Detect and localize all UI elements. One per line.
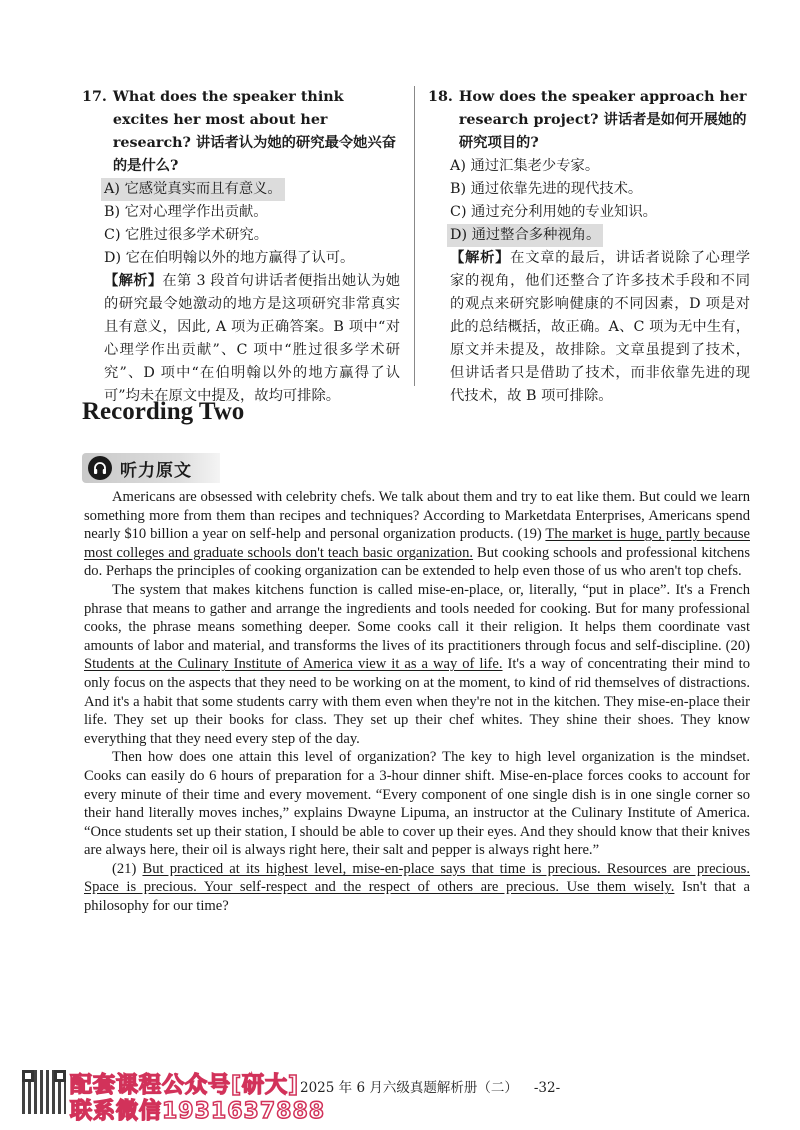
text-run: The system that makes kitchens function is called mise-en-place, or, literally, “put in place”. It's a French phrase that means to gather and arrange the ingredients and tools needed for cooking. But for many professional cooks, the phrase means something deeper. Some cooks call it their religion. It helps them coordinate vast amounts of labor and material, and transforms the lives of its practitioners through focus and self-discipline. (20) <box>84 581 750 654</box>
promo-line-2: 联系微信1931637888 <box>70 1099 326 1124</box>
option-d-highlighted: D) 通过整合多种视角。 <box>447 224 603 247</box>
question-18 <box>428 86 750 408</box>
underlined-answer-21: But practiced at its highest level, mise-en-place says that time is precious. Resources are precious. Space is precious. Your self-respect and the respect of others are precious. Use them wisely. <box>84 860 751 896</box>
text-run: It's a way of concentrating their mind to only focus on the aspects that they need to be working on at the moment, to kind of rid themselves of distractions. And it's a habit that some students carry with them even when they're not in the kitchen. They mise-en-place their life. They set up their books for class. They set up their chef whites. They shine their shoes. They know everything that they need every step of the day. <box>84 656 750 747</box>
question-17-heading <box>82 86 400 178</box>
paragraph-4 <box>84 860 750 916</box>
page-number: -32- <box>533 1080 561 1096</box>
text-run: (21) <box>112 860 143 877</box>
explanation-tag: 【解析】 <box>450 250 511 266</box>
question-17 <box>82 86 400 408</box>
transcript-passage <box>84 488 750 916</box>
text-run: Isn't that a philosophy for our time? <box>84 879 750 915</box>
column-divider <box>414 86 415 386</box>
option-a-highlighted: A) 它感觉真实而且有意义。 <box>101 178 285 201</box>
option-b: B) 它对心理学作出贡献。 <box>104 204 268 220</box>
explanation <box>104 270 400 408</box>
paragraph-2 <box>84 581 750 748</box>
question-18-heading <box>428 86 750 155</box>
promo-line-1: 配套课程公众号[研大] <box>70 1073 300 1098</box>
explanation-tag: 【解析】 <box>104 273 163 289</box>
question-text: What does the speaker think excites her most about her research? 讲话者认为她的研究最令她兴奋的是什么? <box>112 89 397 174</box>
text-run: But cooking schools and professional kitchens do. Perhaps the principles of cooking organization can be extended to help even those of us who aren't top chefs. <box>84 544 750 580</box>
option-c: C) 通过充分利用她的专业知识。 <box>450 204 657 220</box>
page-footer <box>18 1064 578 1122</box>
qr-code-icon <box>22 1070 66 1114</box>
question-text: How does the speaker approach her research project? 讲话者是如何开展她的研究项目的? <box>458 89 747 151</box>
option-a: A) 通过汇集老少专家。 <box>450 158 600 174</box>
badge-label: 听力原文 <box>120 460 192 481</box>
text-run: Americans are obsessed with celebrity chefs. We talk about them and try to eat like them. But could we learn something more from them than recipes and techniques? According to Marketdata Enterprises, Americans spend nearly $10 billion a year on self-help and personal organization products. (19) <box>84 489 750 543</box>
transcript-badge <box>82 453 220 483</box>
option-b: B) 通过依靠先进的现代技术。 <box>450 181 643 197</box>
underlined-answer-19: The market is huge, partly because most colleges and graduate schools don't teach basic organization. <box>84 526 750 561</box>
option-c: C) 它胜过很多学术研究。 <box>104 227 269 243</box>
page-info <box>300 1076 560 1096</box>
underlined-answer-20: Students at the Culinary Institute of America view it as a way of life. <box>84 656 503 673</box>
explanation-text: 在文章的最后，讲话者说除了心理学家的视角，他们还整合了许多技术手段和不同的观点来研究影响健康的不同因素，D 项是对此的总结概括，故正确。A、C 项为无中生有，原文并未提及，故排除。文章虽提到了技术，但讲话者只是借助了技术，而非依靠先进的现代技术，故 B 项可排除。 <box>450 250 751 404</box>
question-number: 17. <box>82 89 107 105</box>
paragraph-3: Then how does one attain this level of organization? The key to high level organization is the mindset. Cooks can easily do 6 hours of preparation for a 3-hour dinner shift. Mise-en-place forces cooks to account for every minute of their time and every movement. “Every component of one single dish is in one single corner so their hand literally moves inches,” explains Dwayne Lipuma, an instructor at the Culinary Institute of America. “Once students set up their station, I should be able to cover up their eyes. And they should know that their knives are always here, their oil is always right here, their salt and pepper is always right here.” <box>84 749 750 859</box>
section-title: Recording Two <box>82 398 245 425</box>
option-d: D) 它在伯明翰以外的地方赢得了认可。 <box>104 250 355 266</box>
explanation <box>450 247 750 408</box>
headphones-icon <box>88 456 112 480</box>
paragraph-1 <box>84 488 750 581</box>
question-number: 18. <box>428 89 453 105</box>
explanation-text: 在第 3 段首句讲话者便指出她认为她的研究最令她激动的地方是这项研究非常真实且有意义，因此, A 项为正确答案。B 项中“对心理学作出贡献”、C 项中“胜过很多学术研究”、D 项中“在伯明翰以外的地方赢得了认可”均未在原文中提及，故均可排除。 <box>104 273 400 404</box>
book-title: 2025 年 6 月六级真题解析册（二） <box>300 1080 518 1096</box>
